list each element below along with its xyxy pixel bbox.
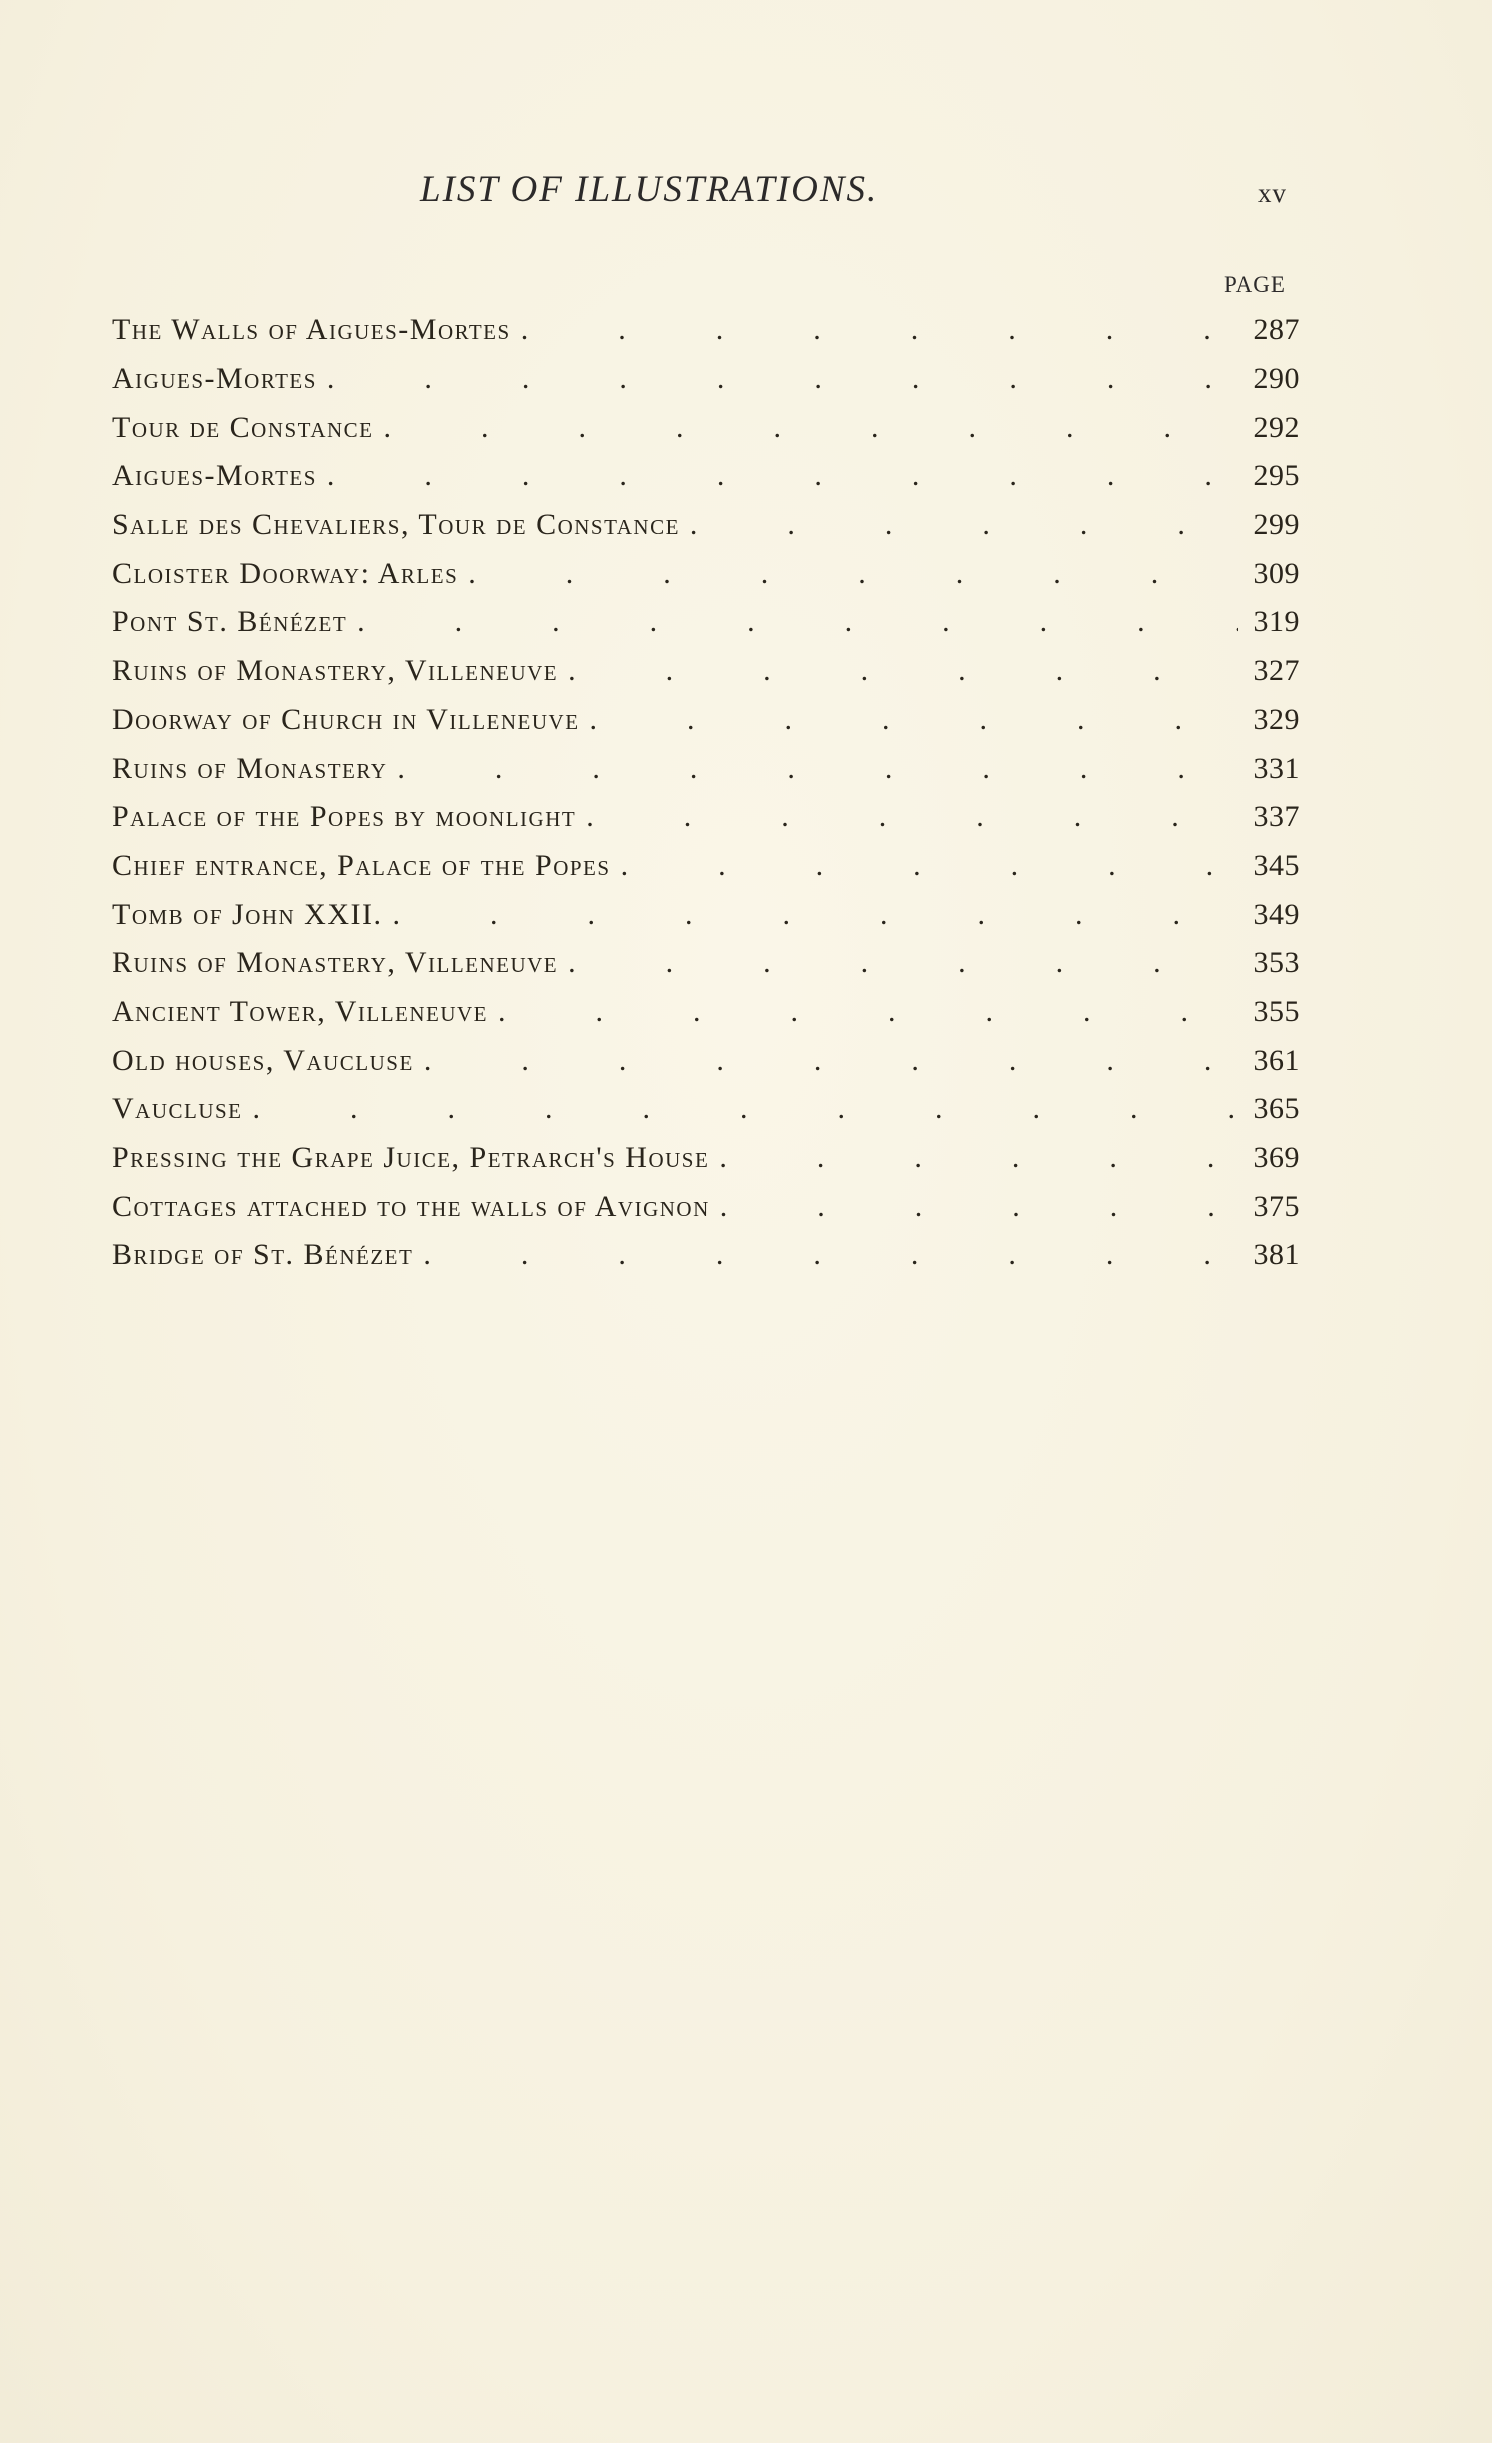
list-item-title: Ruins of Monastery, Villeneuve	[112, 654, 559, 688]
list-item-title: Doorway of Church in Villeneuve	[112, 702, 580, 736]
dot-leader	[357, 605, 1238, 639]
page-column-label: PAGE	[1224, 272, 1286, 297]
list-item	[112, 890, 1300, 939]
dot-leader	[424, 1044, 1238, 1078]
list-item	[112, 744, 1300, 793]
list-item-page: 345	[1253, 848, 1300, 882]
dot-leader	[253, 1092, 1238, 1126]
list-item-page: 361	[1253, 1043, 1300, 1077]
list-item-page: 319	[1253, 605, 1300, 639]
list-item-page: 349	[1253, 897, 1300, 931]
list-item	[112, 696, 1300, 745]
dot-leader	[397, 752, 1238, 786]
list-item-page: 290	[1253, 362, 1300, 396]
list-item-page: 355	[1253, 994, 1300, 1028]
list-item	[112, 1182, 1300, 1231]
dot-leader	[719, 1141, 1238, 1175]
list-item	[112, 501, 1300, 550]
list-item	[112, 549, 1300, 598]
list-item	[112, 793, 1300, 842]
list-item-title: Old houses, Vaucluse	[112, 1043, 414, 1077]
list-item-title: Vaucluse	[112, 1092, 243, 1126]
dot-leader	[590, 703, 1238, 737]
dot-leader	[521, 313, 1238, 347]
list-item-page: 365	[1253, 1092, 1300, 1126]
dot-leader	[498, 995, 1238, 1029]
dot-leader	[720, 1190, 1238, 1224]
list-item	[112, 452, 1300, 501]
list-item-page: 287	[1253, 313, 1300, 347]
list-item-title: Chief entrance, Palace of the Popes	[112, 848, 611, 882]
illustration-list	[112, 306, 1300, 1280]
list-item-page: 381	[1253, 1238, 1300, 1272]
list-item-title: Cottages attached to the walls of Avignon	[112, 1189, 710, 1223]
list-item	[112, 1085, 1300, 1134]
list-item-title: Ruins of Monastery, Villeneuve	[112, 946, 559, 980]
list-item-page: 375	[1253, 1189, 1300, 1223]
list-item-title: Bridge of St. Bénézet	[112, 1238, 414, 1272]
list-item-page: 329	[1253, 702, 1300, 736]
list-item-title: Ruins of Monastery	[112, 751, 388, 785]
list-item-title: Aigues-Mortes	[112, 362, 317, 396]
list-item-title: Ancient Tower, Villeneuve	[112, 994, 489, 1028]
list-item	[112, 1036, 1300, 1085]
list-item	[112, 355, 1300, 404]
list-item	[112, 939, 1300, 988]
list-item-title: The Walls of Aigues-Mortes	[112, 313, 511, 347]
list-item	[112, 306, 1300, 355]
list-item-page: 299	[1253, 508, 1300, 542]
list-item	[112, 988, 1300, 1037]
dot-leader	[568, 946, 1238, 980]
list-item-page: 369	[1253, 1141, 1300, 1175]
list-item-title: Tour de Constance	[112, 410, 374, 444]
list-item-page: 327	[1253, 654, 1300, 688]
list-item-page: 337	[1253, 800, 1300, 834]
list-item	[112, 1134, 1300, 1183]
list-item	[112, 403, 1300, 452]
dot-leader	[586, 800, 1238, 834]
list-item-page: 292	[1253, 410, 1300, 444]
list-item-title: Aigues-Mortes	[112, 459, 317, 493]
list-item-title: Pressing the Grape Juice, Petrarch's House	[112, 1141, 710, 1175]
dot-leader	[393, 898, 1239, 932]
dot-leader	[327, 459, 1238, 493]
dot-leader	[327, 362, 1238, 396]
list-item-title: Palace of the Popes by moonlight	[112, 800, 577, 834]
list-item-page: 353	[1253, 946, 1300, 980]
dot-leader	[423, 1238, 1238, 1272]
list-item-title: Tomb of John XXII.	[112, 897, 383, 931]
running-title: LIST OF ILLUSTRATIONS.	[420, 169, 879, 210]
list-item-page: 309	[1253, 556, 1300, 590]
list-item-title: Pont St. Bénézet	[112, 605, 348, 639]
list-item-page: 331	[1253, 751, 1300, 785]
list-item	[112, 842, 1300, 891]
list-item-page: 295	[1253, 459, 1300, 493]
list-item-title: Salle des Chevaliers, Tour de Constance	[112, 508, 680, 542]
list-item	[112, 598, 1300, 647]
dot-leader	[384, 411, 1239, 445]
dot-leader	[468, 557, 1238, 591]
dot-leader	[690, 508, 1238, 542]
page-number: xv	[1258, 178, 1287, 208]
list-item	[112, 1231, 1300, 1280]
list-item	[112, 647, 1300, 696]
dot-leader	[568, 654, 1238, 688]
list-item-title: Cloister Doorway: Arles	[112, 556, 459, 590]
dot-leader	[621, 849, 1238, 883]
